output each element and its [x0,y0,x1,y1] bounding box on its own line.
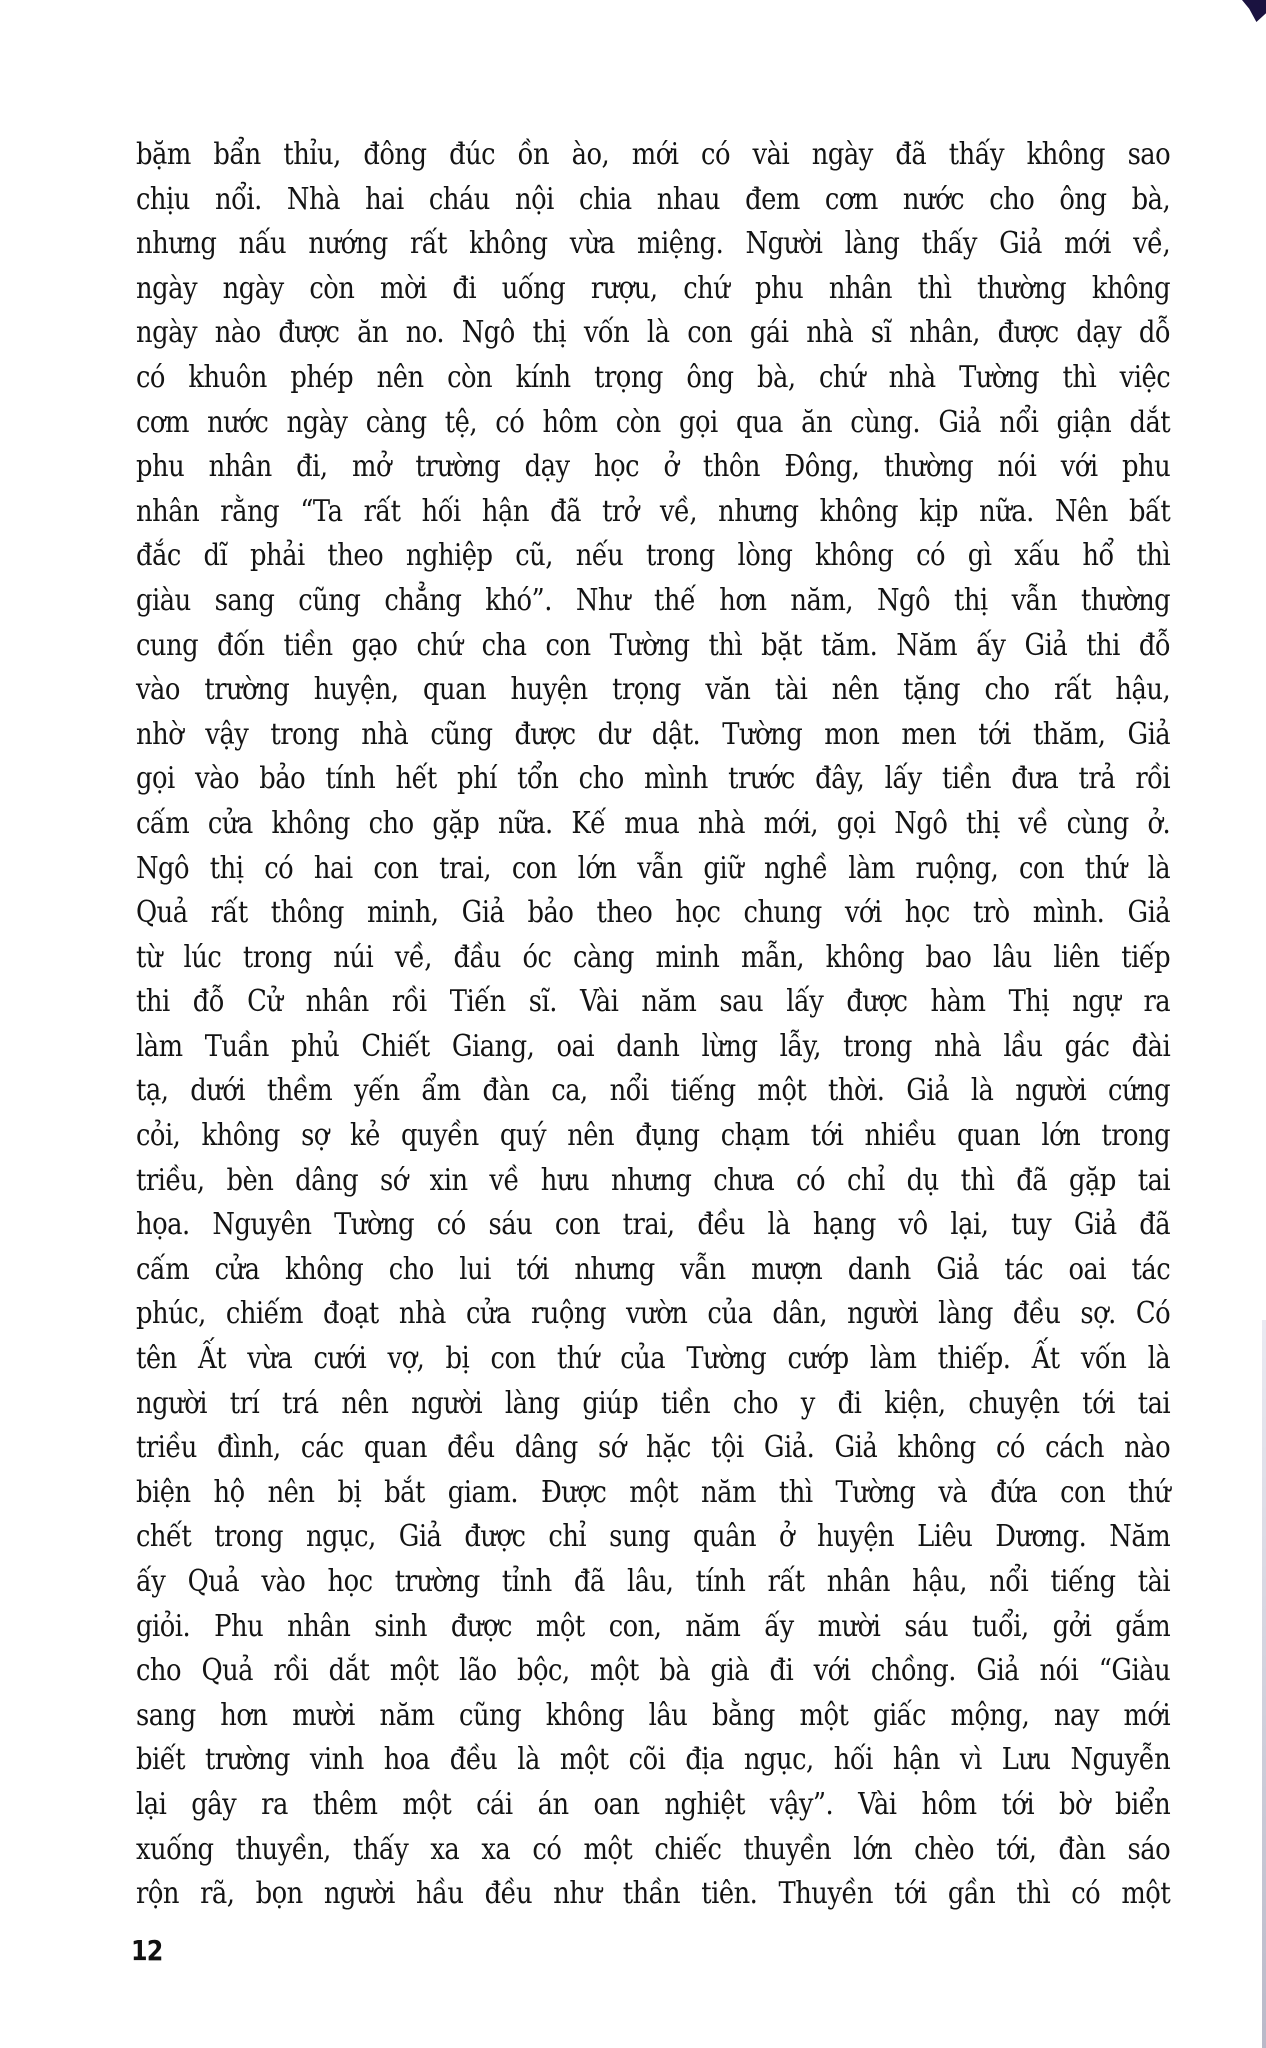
text-line: người trí trá nên người làng giúp tiền cho y đi kiện, chuyện tới tai [136,1385,1171,1421]
text-line: tên Ất vừa cưới vợ, bị con thứ của Tường cướp làm thiếp. Ất vốn là [136,1341,1171,1377]
text-line: đắc dĩ phải theo nghiệp cũ, nếu trong lòng không có gì xấu hổ thì [136,538,1171,574]
text-line: chịu nổi. Nhà hai cháu nội chia nhau đem cơm nước cho ông bà, [136,181,1171,217]
text-line: biết trường vinh hoa đều là một cõi địa ngục, hối hận vì Lưu Nguyễn [136,1742,1171,1778]
text-line: vào trường huyện, quan huyện trọng văn tài nên tặng cho rất hậu, [136,672,1171,708]
text-line: nhờ vậy trong nhà cũng được dư dật. Tường mon men tới thăm, Giả [136,716,1171,752]
text-line: cỏi, không sợ kẻ quyền quý nên đụng chạm tới nhiều quan lớn trong [136,1118,1171,1154]
text-line: ấy Quả vào học trường tỉnh đã lâu, tính rất nhân hậu, nổi tiếng tài [136,1564,1171,1599]
page-corner-mark [1242,0,1266,22]
text-line: triều đình, các quan đều dâng sớ hặc tội Giả. Giả không có cách nào [136,1430,1171,1466]
text-line: Ngô thị có hai con trai, con lớn vẫn giữ nghề làm ruộng, con thứ là [136,850,1171,886]
text-line: bặm bẩn thỉu, đông đúc ồn ào, mới có vài ngày đã thấy không sao [136,137,1171,172]
text-line: gọi vào bảo tính hết phí tổn cho mình trước đây, lấy tiền đưa trả rồi [136,761,1171,797]
text-line: triều, bèn dâng sớ xin về hưu nhưng chưa có chỉ dụ thì đã gặp tai [136,1162,1171,1198]
text-line: tạ, dưới thềm yến ẩm đàn ca, nổi tiếng một thời. Giả là người cứng [136,1073,1171,1109]
page-edge-shadow [1262,1320,1266,2048]
text-line: cấm cửa không cho lui tới nhưng vẫn mượn danh Giả tác oai tác [136,1251,1171,1287]
text-line: ngày ngày còn mời đi uống rượu, chứ phu nhân thì thường không [136,270,1171,306]
text-line: nhưng nấu nướng rất không vừa miệng. Người làng thấy Giả mới về, [136,226,1171,262]
text-line: giàu sang cũng chẳng khó”. Như thế hơn năm, Ngô thị vẫn thường [136,582,1171,618]
text-line: họa. Nguyên Tường có sáu con trai, đều là hạng vô lại, tuy Giả đã [136,1207,1171,1243]
text-line: phu nhân đi, mở trường dạy học ở thôn Đông, thường nói với phu [136,449,1171,485]
text-line: biện hộ nên bị bắt giam. Được một năm thì Tường và đứa con thứ [136,1474,1171,1510]
text-line: cấm cửa không cho gặp nữa. Kế mua nhà mới, gọi Ngô thị về cùng ở. [136,805,1171,841]
text-line: Quả rất thông minh, Giả bảo theo học chung với học trò mình. Giả [136,895,1171,931]
text-line: lại gây ra thêm một cái án oan nghiệt vậy”. Vài hôm tới bờ biển [136,1786,1171,1822]
text-line: ngày nào được ăn no. Ngô thị vốn là con gái nhà sĩ nhân, được dạy dỗ [136,315,1171,351]
text-line: cung đốn tiền gạo chứ cha con Tường thì bặt tăm. Năm ấy Giả thi đỗ [136,627,1171,663]
text-line: có khuôn phép nên còn kính trọng ông bà, chứ nhà Tường thì việc [136,359,1171,395]
text-line: giỏi. Phu nhân sinh được một con, năm ấy mười sáu tuổi, gởi gắm [136,1608,1171,1644]
text-line: phúc, chiếm đoạt nhà cửa ruộng vườn của dân, người làng đều sợ. Có [136,1296,1171,1332]
text-line: thi đỗ Cử nhân rồi Tiến sĩ. Vài năm sau lấy được hàm Thị ngự ra [136,984,1171,1020]
text-line: xuống thuyền, thấy xa xa có một chiếc thuyền lớn chèo tới, đàn sáo [136,1831,1171,1867]
text-line: cho Quả rồi dắt một lão bộc, một bà già đi với chồng. Giả nói “Giàu [136,1653,1171,1689]
text-line: sang hơn mười năm cũng không lâu bằng một giấc mộng, nay mới [136,1697,1171,1733]
text-line: nhân rằng “Ta rất hối hận đã trở về, nhưng không kịp nữa. Nên bất [136,493,1171,529]
text-line: cơm nước ngày càng tệ, có hôm còn gọi qua ăn cùng. Giả nổi giận dắt [136,404,1171,440]
text-line: chết trong ngục, Giả được chỉ sung quân ở huyện Liêu Dương. Năm [136,1519,1171,1555]
text-line: làm Tuần phủ Chiết Giang, oai danh lừng lẫy, trong nhà lầu gác đài [136,1028,1171,1064]
text-line: rộn rã, bọn người hầu đều như thần tiên. Thuyền tới gần thì có một [136,1876,1171,1912]
text-line: từ lúc trong núi về, đầu óc càng minh mẫn, không bao lâu liên tiếp [136,939,1171,975]
page-number: 12 [131,1934,163,1967]
body-text [136,133,1170,1917]
